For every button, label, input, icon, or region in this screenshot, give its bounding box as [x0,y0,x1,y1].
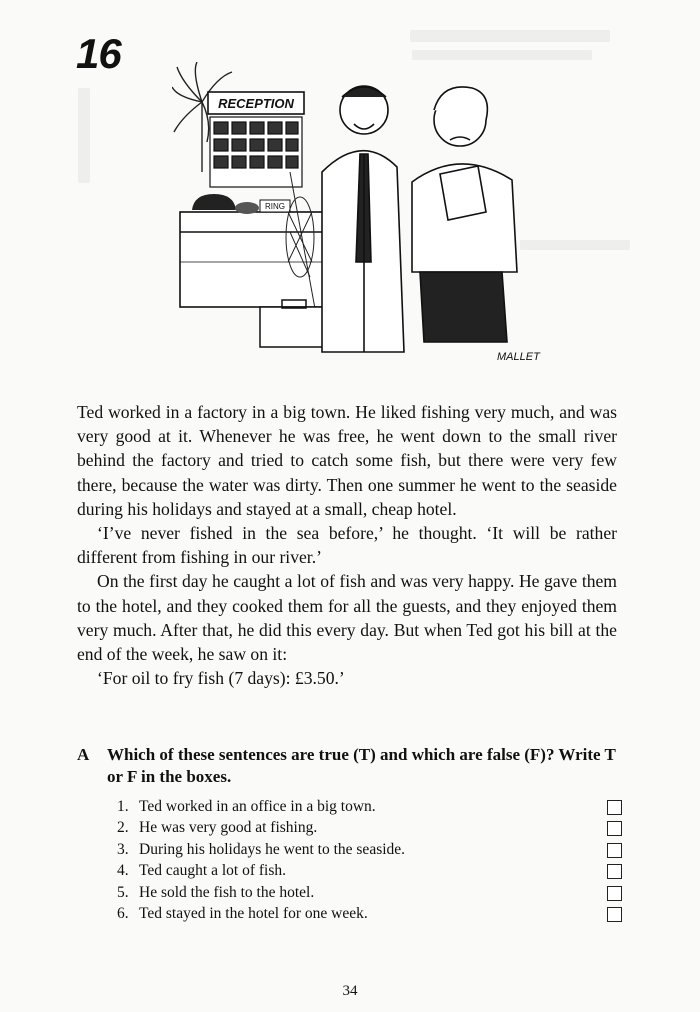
statement-item [117,817,622,838]
statement-number: 4. [117,862,129,880]
page-number: 34 [342,983,358,999]
story-paragraph: Ted worked in a factory in a big town. He liked fishing very much, and was very good at it. Whenever he was free, he went down to the small river behind the factory and tried to catch some fish, but there were very few there, because the water was dirty. Then one summer he went to the seaside during his holidays and stayed at a small, cheap hotel. [77,402,617,519]
suitcase [260,307,330,347]
statement-number: 3. [117,840,129,858]
reception-sign-text: RECEPTION [218,96,294,111]
show-through [412,50,592,60]
statement-number: 6. [117,904,129,922]
exercise-instruction: Which of these sentences are true (T) and which are false (F)? Write T or F in the boxes. [107,745,616,786]
statement-item [117,839,622,860]
ted-figure [412,87,517,342]
answer-box[interactable] [607,864,622,879]
statement-text: Ted worked in an office in a big town. [139,798,376,815]
hotel-manager-figure [322,86,404,352]
statement-list [117,796,622,924]
telephone-icon [192,194,236,210]
bell-sign-text: RING [265,202,285,211]
answer-box[interactable] [607,821,622,836]
exercise-heading [77,744,622,788]
statement-text: Ted stayed in the hotel for one week. [139,904,368,922]
statement-text: He sold the fish to the hotel. [139,883,315,901]
statement-item [117,903,622,924]
cartoon-illustration [172,62,552,367]
statement-item [117,796,622,817]
statement-item [117,860,622,881]
story-text [77,400,617,690]
bill-paper [440,166,486,220]
artist-signature: MALLET [497,351,540,363]
statement-text: Ted caught a lot of fish. [139,862,286,880]
reception-desk [180,212,340,307]
story-paragraph: On the first day he caught a lot of fish and was very happy. He gave them to the hotel, and they cooked them for all the guests, and they enjoyed them very much. After that, he did this every day. But when Ted got his bill at the end of the week, he saw on it: [77,571,617,665]
answer-box[interactable] [607,907,622,922]
story-paragraph: ‘For oil to fry fish (7 days): £3.50.’ [97,668,345,689]
show-through [78,88,90,183]
unit-number: 16 [76,30,121,77]
desk-bell-icon [235,202,259,214]
statement-text: He was very good at fishing. [139,819,318,837]
statement-text: During his holidays he went to the seaside. [139,840,406,858]
exercise-letter: A [77,745,90,764]
key-rack [210,117,302,187]
statement-number: 1. [117,798,129,815]
statement-number: 2. [117,819,129,837]
statement-number: 5. [117,883,129,901]
answer-box[interactable] [607,800,622,815]
show-through [410,30,610,42]
story-paragraph: ‘I’ve never fished in the sea before,’ he thought. ‘It will be rather different from fishing in our river.’ [77,523,617,568]
statement-item [117,882,622,903]
answer-box[interactable] [607,843,622,858]
answer-box[interactable] [607,886,622,901]
